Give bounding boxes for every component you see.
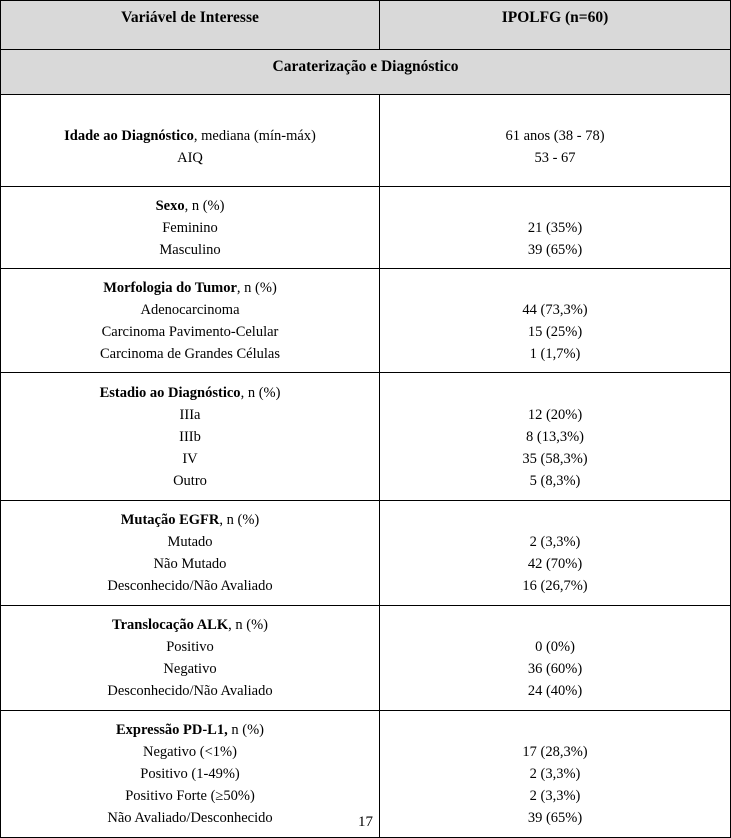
page-number: 17 bbox=[358, 814, 373, 830]
section-title: Caraterização e Diagnóstico bbox=[1, 50, 731, 95]
value-cell bbox=[380, 373, 731, 501]
section-row bbox=[1, 50, 731, 95]
variable-item: Positivo bbox=[166, 639, 214, 655]
variable-item: Carcinoma de Grandes Células bbox=[100, 345, 280, 362]
variable-cell bbox=[1, 501, 380, 606]
variable-item: Não Avaliado/Desconhecido bbox=[107, 810, 273, 826]
table-row bbox=[1, 501, 731, 606]
value: 0 (0%) bbox=[535, 639, 575, 655]
value: 15 (25%) bbox=[527, 323, 583, 340]
variable-item: Mutado bbox=[167, 534, 213, 550]
table-row bbox=[1, 373, 731, 501]
variable-name: Translocação ALK bbox=[111, 617, 229, 633]
value-cell bbox=[380, 606, 731, 711]
variable-name: Morfologia do Tumor bbox=[103, 279, 237, 296]
variable-item: Desconhecido/Não Avaliado bbox=[107, 683, 273, 699]
variable-item: Negativo bbox=[163, 661, 217, 677]
variable-qualifier: , n (%) bbox=[236, 279, 277, 296]
variable-item: Masculino bbox=[159, 241, 221, 258]
variable-qualifier: n (%) bbox=[227, 722, 264, 738]
value: 21 (35%) bbox=[527, 219, 583, 236]
variable-item: AIQ bbox=[177, 149, 203, 166]
value: 36 (60%) bbox=[527, 661, 583, 677]
variable-item: IIIa bbox=[179, 406, 201, 423]
value: 39 (65%) bbox=[527, 241, 583, 258]
value: 16 (26,7%) bbox=[522, 578, 588, 594]
variable-cell bbox=[1, 269, 380, 373]
variable-qualifier: , n (%) bbox=[240, 384, 281, 401]
variable-item: Desconhecido/Não Avaliado bbox=[107, 578, 273, 594]
value: 8 (13,3%) bbox=[526, 428, 584, 445]
value-cell bbox=[380, 187, 731, 269]
variable-item: IV bbox=[182, 450, 198, 467]
variable-item: Adenocarcinoma bbox=[140, 301, 240, 318]
variable-item: Feminino bbox=[162, 219, 218, 236]
value: 1 (1,7%) bbox=[529, 345, 581, 362]
variable-cell bbox=[1, 95, 380, 187]
variable-item: Carcinoma Pavimento-Celular bbox=[101, 323, 279, 340]
variable-name: Sexo bbox=[155, 197, 185, 214]
header-ipolfg: IPOLFG (n=60) bbox=[380, 1, 731, 50]
value-cell bbox=[380, 269, 731, 373]
table-row bbox=[1, 606, 731, 711]
variable-item: IIIb bbox=[179, 428, 201, 445]
variable-name: Estadio ao Diagnóstico bbox=[99, 384, 241, 401]
variable-name: Mutação EGFR bbox=[120, 512, 220, 528]
header-variable: Variável de Interesse bbox=[1, 1, 380, 50]
value: 2 (3,3%) bbox=[529, 788, 581, 804]
variable-qualifier: , n (%) bbox=[219, 512, 260, 528]
variable-cell bbox=[1, 606, 380, 711]
variable-name: Expressão PD-L1, bbox=[116, 722, 228, 738]
variable-qualifier: , mediana (mín-máx) bbox=[193, 127, 316, 144]
variable-item: Outro bbox=[173, 472, 207, 489]
table-row bbox=[1, 95, 731, 187]
value: 17 (28,3%) bbox=[522, 744, 588, 760]
value: 61 anos (38 - 78) bbox=[505, 127, 605, 144]
variable-cell bbox=[1, 187, 380, 269]
table-row bbox=[1, 187, 731, 269]
value: 44 (73,3%) bbox=[522, 301, 588, 318]
value: 12 (20%) bbox=[527, 406, 583, 423]
table-row bbox=[1, 269, 731, 373]
value: 5 (8,3%) bbox=[529, 472, 581, 489]
variable-item: Negativo (<1%) bbox=[143, 744, 237, 760]
header-row bbox=[1, 1, 731, 50]
variable-name: Idade ao Diagnóstico bbox=[64, 127, 194, 144]
value: 53 - 67 bbox=[534, 149, 576, 166]
value-cell bbox=[380, 501, 731, 606]
value: 42 (70%) bbox=[527, 556, 583, 572]
value: 35 (58,3%) bbox=[522, 450, 588, 467]
variable-qualifier: , n (%) bbox=[184, 197, 225, 214]
variable-item: Positivo Forte (≥50%) bbox=[125, 788, 255, 804]
value: 2 (3,3%) bbox=[529, 766, 581, 782]
value: 39 (65%) bbox=[527, 810, 583, 826]
value: 2 (3,3%) bbox=[529, 534, 581, 550]
variable-cell bbox=[1, 373, 380, 501]
variable-item: Positivo (1-49%) bbox=[140, 766, 240, 782]
variable-qualifier: , n (%) bbox=[228, 617, 268, 633]
value: 24 (40%) bbox=[527, 683, 583, 699]
variable-item: Não Mutado bbox=[153, 556, 227, 572]
value-cell bbox=[380, 95, 731, 187]
